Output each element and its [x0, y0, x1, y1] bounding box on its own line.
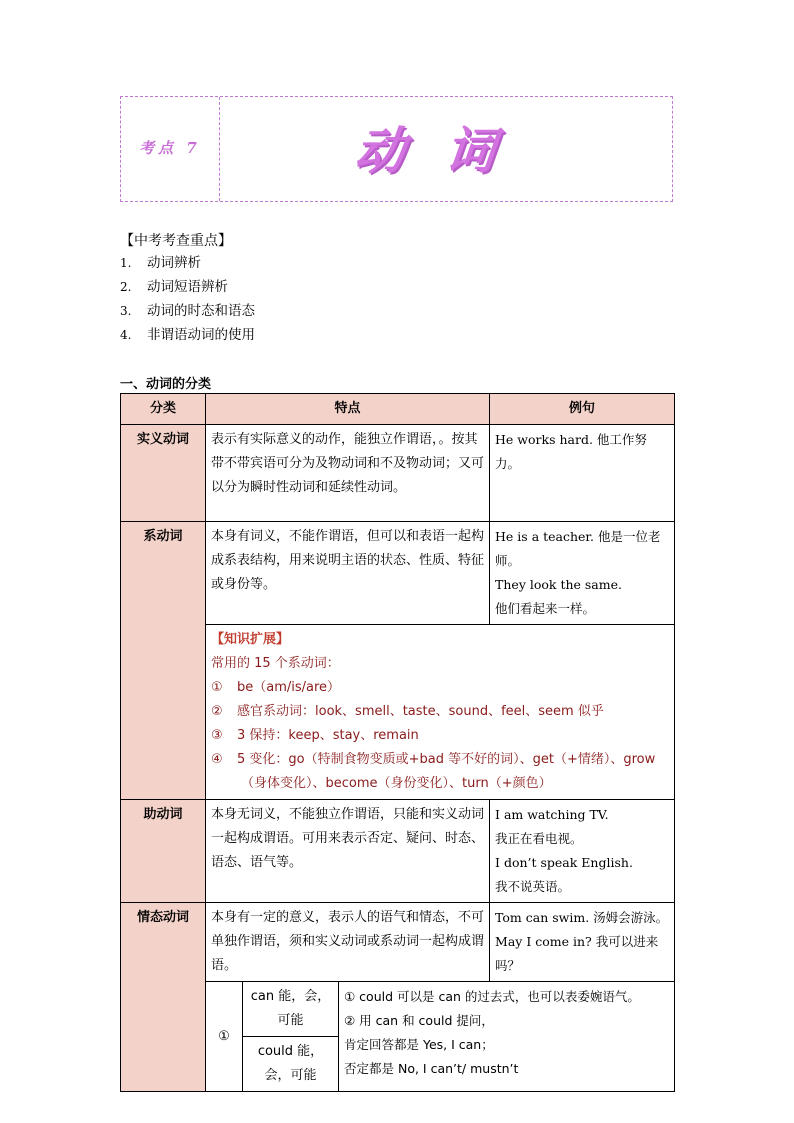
header-feature: 特点: [206, 394, 490, 425]
sub-number-cell: ①: [206, 982, 243, 1092]
topic-title: 动词: [352, 122, 539, 180]
feature-cell: 本身有词义，不能作谓语，但可以和表语一起构成系表结构，用来说明主语的状态、性质、特征或身份等。: [206, 522, 490, 625]
table-row: [121, 903, 675, 982]
verb-classification-table: [120, 393, 675, 1092]
header-example: 例句: [490, 394, 675, 425]
section-title: 一、动词的分类: [120, 377, 212, 392]
topic-header-box: [120, 96, 673, 202]
feature-cell: 本身无词义，不能独立作谓语，只能和实义动词一起构成谓语。可用来表示否定、疑问、时态、语态、语气等。: [206, 800, 490, 903]
list-item: 1. 动词辨析: [120, 255, 201, 271]
key-points-title: 【中考考查重点】: [120, 233, 232, 249]
category-cell: 助动词: [121, 800, 206, 903]
list-item: ① be（am/is/are）: [211, 680, 341, 695]
category-cell: 系动词: [121, 522, 206, 800]
topic-number-label: 考点 7: [139, 139, 201, 157]
table-header-row: [121, 394, 675, 425]
list-item: ③ 3 保持：keep、stay、remain: [211, 728, 419, 743]
example-cell: He is a teacher. 他是一位老师。 They look the same. 他们看起来一样。: [490, 522, 675, 625]
list-item: 4. 非谓语动词的使用: [120, 327, 255, 343]
list-item: ④ 5 变化：go（特制食物变质或+bad 等不好的词）、get（+情绪）、grow: [211, 752, 656, 767]
table-row: [121, 425, 675, 522]
table-row: [121, 522, 675, 625]
example-cell: Tom can swim. 汤姆会游泳。 May I come in? 我可以进来吗？: [490, 903, 675, 982]
example-cell: He works hard. 他工作努力。: [490, 425, 675, 522]
feature-cell: 本身有一定的意义，表示人的语气和情态，不可单独作谓语，须和实义动词或系动词一起构成谓语。: [206, 903, 490, 982]
feature-cell: 表示有实际意义的动作，能独立作谓语，。按其带不带宾语可分为及物动词和不及物动词；又可以分为瞬时性动词和延续性动词。: [206, 425, 490, 522]
list-item-continuation: （身体变化）、become（身份变化）、turn（+颜色）: [241, 776, 552, 791]
category-cell: 实义动词: [121, 425, 206, 522]
expansion-title: 【知识扩展】: [211, 632, 290, 647]
could-cell: could 能，会，可能: [243, 1037, 339, 1092]
expansion-intro: 常用的 15 个系动词：: [211, 656, 340, 671]
list-item: 2. 动词短语辨析: [120, 279, 228, 295]
knowledge-expansion-cell: [206, 625, 675, 800]
key-points-list: [120, 254, 255, 350]
list-item: ② 感官系动词：look、smell、taste、sound、feel、seem 似乎: [211, 704, 604, 719]
table-row: [121, 800, 675, 903]
list-item: 3. 动词的时态和语态: [120, 303, 255, 319]
example-cell: I am watching TV. 我正在看电视。 I don’t speak English. 我不说英语。: [490, 800, 675, 903]
header-category: 分类: [121, 394, 206, 425]
can-could-notes-cell: ① could 可以是 can 的过去式，也可以表委婉语气。 ② 用 can 和 could 提问， 肯定回答都是 Yes, I can； 否定都是 No, I can’t/ mustn’t: [339, 982, 675, 1092]
can-cell: can 能，会，可能: [243, 982, 339, 1037]
category-cell: 情态动词: [121, 903, 206, 1092]
